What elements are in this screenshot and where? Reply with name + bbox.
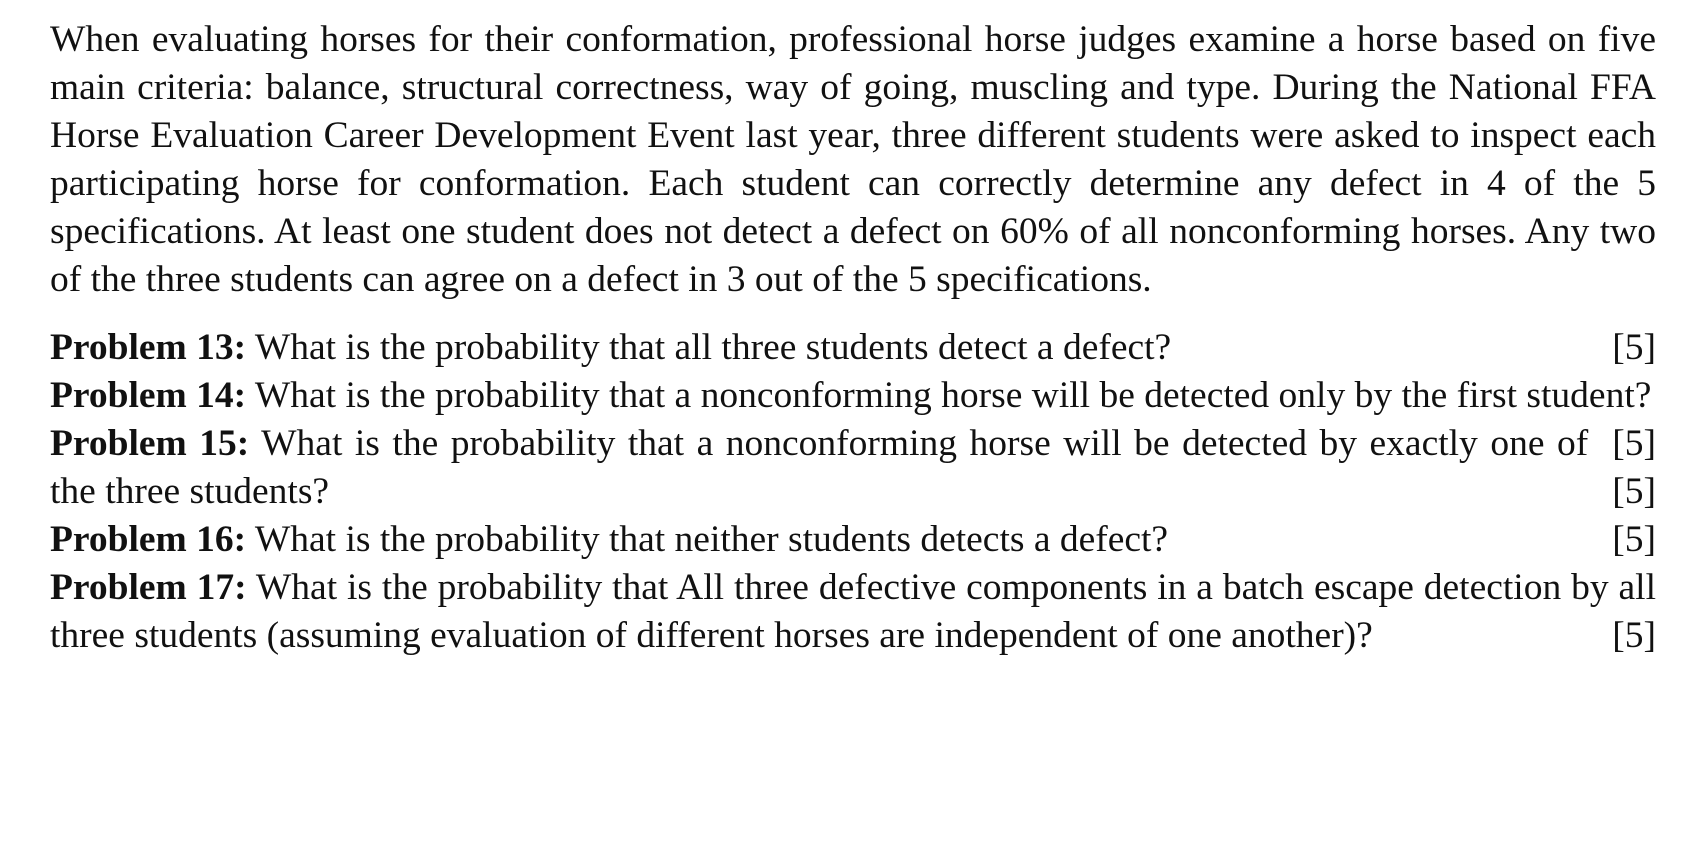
problem-13 (50, 324, 1656, 372)
document-page (50, 16, 1656, 660)
problem-points: [5] (1612, 519, 1656, 560)
problem-label: Problem 17: (50, 567, 247, 608)
problem-points: [5] (1612, 423, 1656, 464)
intro-paragraph: When evaluating horses for their conformation, professional horse judges examine a horse based on five main criteria: balance, structural correctness, way of going, muscling and type. During the National FFA Horse Evaluation Career Development Event last year, three different students were asked to inspect each participating horse for conformation. Each student can correctly determine any defect in 4 of the 5 specifications. At least one student does not detect a defect on 60% of all nonconforming horses. Any two of the three students can agree on a defect in 3 out of the 5 specifications. (50, 19, 1656, 300)
problem-17 (50, 564, 1656, 660)
problem-label: Problem 14: (50, 375, 247, 416)
problem-question: What is the probability that a nonconforming horse will be detected only by the first student? (254, 375, 1652, 416)
problem-label: Problem 13: (50, 327, 247, 368)
problem-label: Problem 16: (50, 519, 247, 560)
problem-16 (50, 516, 1656, 564)
problem-label: Problem 15: (50, 423, 250, 464)
problem-15 (50, 420, 1656, 516)
problem-points: [5] (1612, 471, 1656, 512)
problem-list (50, 324, 1656, 660)
problem-question: What is the probability that a nonconforming horse will be detected by exactly one of the three students? (50, 423, 1589, 512)
problem-points: [5] (1612, 615, 1656, 656)
problem-question: What is the probability that neither students detects a defect? (254, 519, 1169, 560)
problem-question: What is the probability that all three students detect a defect? (254, 327, 1172, 368)
problem-points: [5] (1612, 327, 1656, 368)
problem-question: What is the probability that All three defective components in a batch escape detection by all three students (assuming evaluation of different horses are independent of one another)? (50, 567, 1656, 656)
